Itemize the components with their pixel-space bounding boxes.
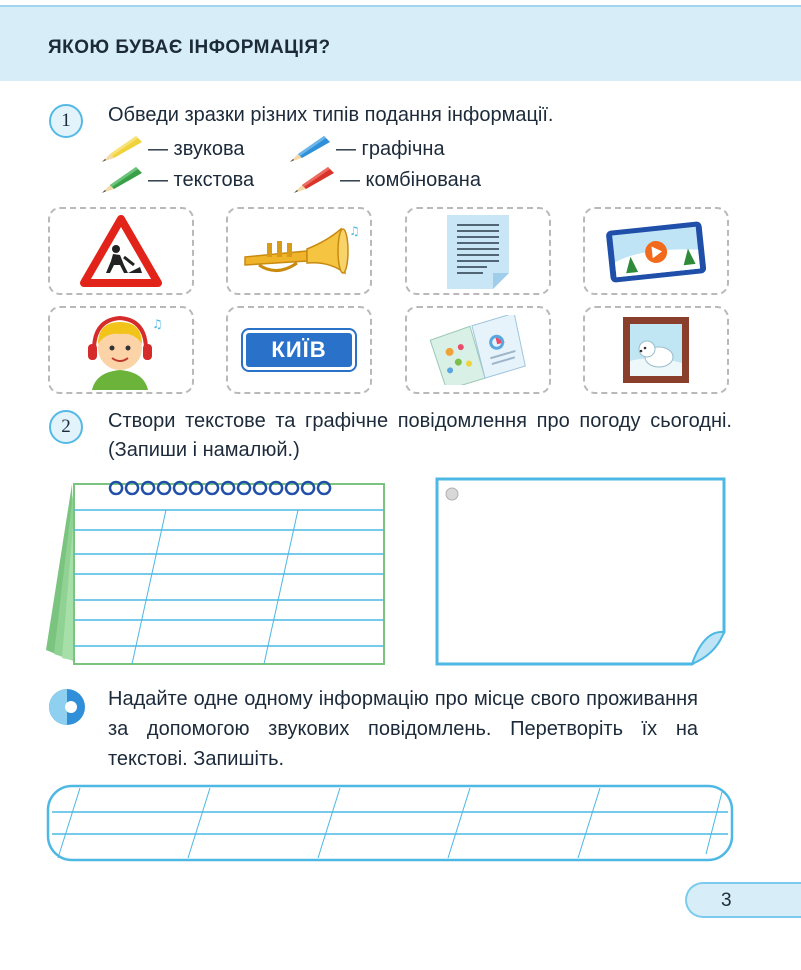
header-bar (0, 5, 801, 81)
legend-item-text (98, 165, 254, 195)
trumpet-icon (237, 221, 361, 281)
card-video-tablet[interactable] (583, 207, 729, 295)
card-boy-headphones[interactable] (48, 306, 194, 394)
card-road-sign[interactable] (48, 207, 194, 295)
pair-work-icon (47, 687, 87, 727)
card-polar-bear-picture[interactable] (583, 306, 729, 394)
road-works-sign-icon (80, 215, 162, 287)
page-number-tab (685, 882, 801, 918)
task1-instruction: Обведи зразки різних типів подання інформації. (108, 104, 554, 126)
city-sign-icon: КИЇВ (243, 330, 355, 370)
legend-label-combined: — комбінована (340, 168, 481, 191)
lined-notepad[interactable] (46, 472, 388, 668)
svg-text:♫: ♫ (349, 224, 360, 238)
open-magazine-icon (428, 315, 528, 385)
page-title: ЯКОЮ БУВАЄ ІНФОРМАЦІЯ? (48, 37, 331, 58)
card-open-magazine[interactable] (405, 306, 551, 394)
green-pencil-icon (98, 165, 144, 195)
video-tablet-icon (602, 218, 710, 284)
legend-item-sound (98, 134, 245, 164)
legend-label-text: — текстова (148, 168, 255, 191)
writing-lines-box[interactable] (46, 784, 734, 864)
task3-instruction: Надайте одне одному інформацію про місце свого проживання за допомогою звукових повідомлень. Перетворіть їх на текстові. Запишіть. (108, 688, 698, 770)
text-document-icon (443, 211, 513, 291)
page-number: 3 (721, 890, 732, 911)
legend-item-combined (290, 165, 481, 195)
task2-instruction: Створи текстове та графічне повідомлення про погоду сьогодні. (Запиши і намалюй.) (108, 410, 732, 461)
card-trumpet[interactable] (226, 207, 372, 295)
polar-bear-picture-icon (621, 315, 691, 385)
drawing-frame[interactable] (434, 476, 728, 668)
task-number-1: 1 (49, 104, 83, 138)
card-city-sign[interactable] (226, 306, 372, 394)
red-pencil-icon (290, 165, 336, 195)
legend-label-sound: — звукова (148, 137, 245, 160)
svg-text:♫: ♫ (152, 317, 163, 331)
blue-pencil-icon (286, 134, 332, 164)
legend-item-graphic (286, 134, 445, 164)
task-number-2: 2 (49, 410, 83, 444)
legend-label-graphic: — графічна (336, 137, 445, 160)
card-text-document[interactable] (405, 207, 551, 295)
boy-headphones-icon (76, 310, 166, 390)
yellow-pencil-icon (98, 134, 144, 164)
